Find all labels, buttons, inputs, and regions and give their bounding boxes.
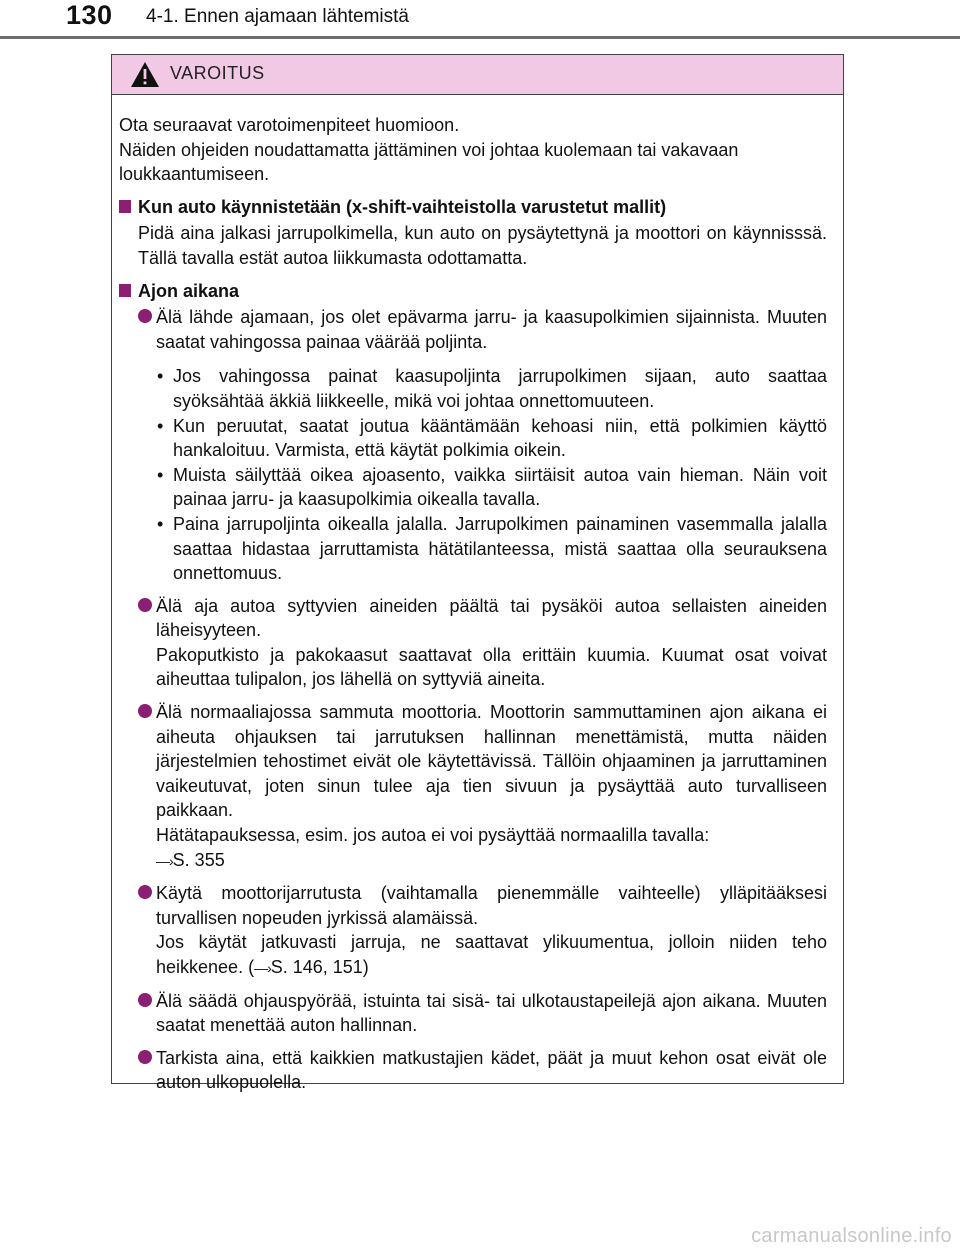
list-item bbox=[119, 305, 827, 586]
arrow-right-icon: —› bbox=[156, 852, 173, 869]
list-item-extra: Pakoputkisto ja pakokaasut saattavat olla erittäin kuumia. Kuumat osat voivat aiheuttaa tulipalon, jos lähellä on syttyviä aineita. bbox=[156, 644, 827, 690]
list-item bbox=[119, 1046, 827, 1095]
list-item-text: Käytä moottorijarrutusta (vaihtamalla pienemmälle vaihteelle) ylläpitääksesi turvallisen nopeuden jyrkissä alamäissä. bbox=[156, 883, 827, 928]
page-number: 130 bbox=[66, 0, 113, 30]
warning-intro bbox=[119, 113, 827, 187]
list-item bbox=[119, 989, 827, 1038]
list-item bbox=[119, 881, 827, 980]
square-bullet-icon bbox=[119, 200, 131, 213]
circle-bullet-icon bbox=[138, 1050, 152, 1064]
list-item bbox=[119, 594, 827, 692]
watermark: carmanualsonline.info bbox=[751, 1225, 952, 1247]
list-item-extra bbox=[156, 823, 827, 873]
list-item-text: Tarkista aina, että kaikkien matkustajien kädet, päät ja muut kehon osat eivät ole auton ulkopuolella. bbox=[156, 1047, 827, 1093]
intro-line: Näiden ohjeiden noudattamatta jättäminen voi johtaa kuolemaan tai vakavaan loukkaantumiseen. bbox=[119, 139, 739, 185]
warning-label: VAROITUS bbox=[170, 63, 265, 83]
arrow-right-icon: —› bbox=[254, 960, 271, 976]
list-item-text: Älä lähde ajamaan, jos olet epävarma jarru- ja kaasupolkimien sijainnista. Muuten saatat vahingossa painaa väärää poljinta. bbox=[156, 307, 827, 352]
dot-bullet-icon: • bbox=[157, 513, 164, 534]
square-bullet-icon bbox=[119, 284, 131, 297]
sub-list-item-text: Jos vahingossa painat kaasupoljinta jarrupolkimen sijaan, auto saattaa syöksähtää äkkiä liikkeelle, mikä voi johtaa onnettomuuteen. bbox=[173, 366, 827, 411]
dot-bullet-icon: • bbox=[157, 464, 164, 485]
section-body: Pidä aina jalkasi jarrupolkimella, kun auto on pysäytettynä ja moottori on käynnisssä. Tällä tavalla estät autoa liikkumasta odottamatta. bbox=[138, 223, 827, 268]
sub-list bbox=[156, 364, 827, 585]
list-item-text: Älä normaaliajossa sammuta moottoria. Moottorin sammuttaminen ajon aikana ei aiheuta ohjauksen tai jarrutuksen hallinnan menettämistä, mutta näiden järjestelmien tehostimet eivät ole käytettävissä. Tällöin ohjaaminen ja jarruttaminen vaikeutuvat, joten sinun tulee aja tien sivuun ja pysäyttää auto turvalliseen paikkaan. bbox=[156, 702, 827, 821]
header-divider bbox=[0, 36, 960, 39]
warning-header bbox=[112, 55, 843, 95]
list-item-text: Älä aja autoa syttyvien aineiden päältä tai pysäköi autoa sellaisten aineiden läheisyyteen. bbox=[156, 595, 827, 641]
sub-list-item-text: Muista säilyttää oikea ajoasento, vaikka siirtäisit autoa vain hieman. Näin voit painaa jarru- ja kaasupolkimia oikealla tavalla. bbox=[173, 464, 827, 510]
circle-bullet-icon bbox=[138, 309, 152, 323]
intro-line: Ota seuraavat varotoimenpiteet huomioon. bbox=[119, 115, 460, 135]
circle-bullet-icon bbox=[138, 598, 152, 612]
section-heading bbox=[119, 279, 827, 304]
sub-list-item-text: Kun peruutat, saatat joutua kääntämään kehoasi niin, että polkimien käyttö hankaloituu. Varmista, että käytät polkimia oikein. bbox=[173, 415, 827, 461]
list-item-extra bbox=[156, 930, 827, 980]
list-item-extra-text: Jos käytät jatkuvasti jarruja, ne saattavat ylikuumentua, jolloin niiden teho heikkenee. ( bbox=[156, 932, 827, 977]
sub-list-item-text: Paina jarrupoljinta oikealla jalalla. Jarrupolkimen painaminen vasemmalla jalalla saattaa hidastaa jarruttamista hätätilanteessa, mistä saattaa olla seurauksena onnettomuus. bbox=[173, 513, 827, 584]
circle-bullet-icon bbox=[138, 704, 152, 718]
circle-bullet-icon bbox=[138, 993, 152, 1007]
section-title: 4-1. Ennen ajamaan lähtemistä bbox=[146, 6, 409, 27]
section-heading-text: Kun auto käynnistetään (x-shift-vaihteistolla varustetut mallit) bbox=[138, 196, 667, 217]
page-reference-link[interactable]: S. 146, 151) bbox=[270, 957, 369, 977]
page-header bbox=[0, 0, 960, 40]
warning-box bbox=[111, 54, 844, 1093]
sub-list-item bbox=[156, 414, 827, 463]
warning-content bbox=[119, 113, 827, 1103]
sub-list-item bbox=[156, 512, 827, 586]
list-item-extra-text: Hätätapauksessa, esim. jos autoa ei voi pysäyttää normaalilla tavalla: bbox=[156, 825, 710, 846]
warning-triangle-icon bbox=[130, 61, 160, 88]
list-item bbox=[119, 700, 827, 873]
page-reference-link[interactable]: S. 355 bbox=[172, 849, 225, 870]
dot-bullet-icon: • bbox=[157, 415, 164, 436]
section-heading bbox=[119, 195, 827, 220]
circle-bullet-icon bbox=[138, 885, 152, 899]
sub-list-item bbox=[156, 364, 827, 413]
dot-bullet-icon: • bbox=[157, 366, 164, 387]
section-heading-text: Ajon aikana bbox=[138, 280, 240, 301]
list-item-text: Älä säädä ohjauspyörää, istuinta tai sisä- tai ulkotaustapeilejä ajon aikana. Muuten saatat menettää auton hallinnan. bbox=[156, 990, 827, 1036]
sub-list-item bbox=[156, 463, 827, 512]
